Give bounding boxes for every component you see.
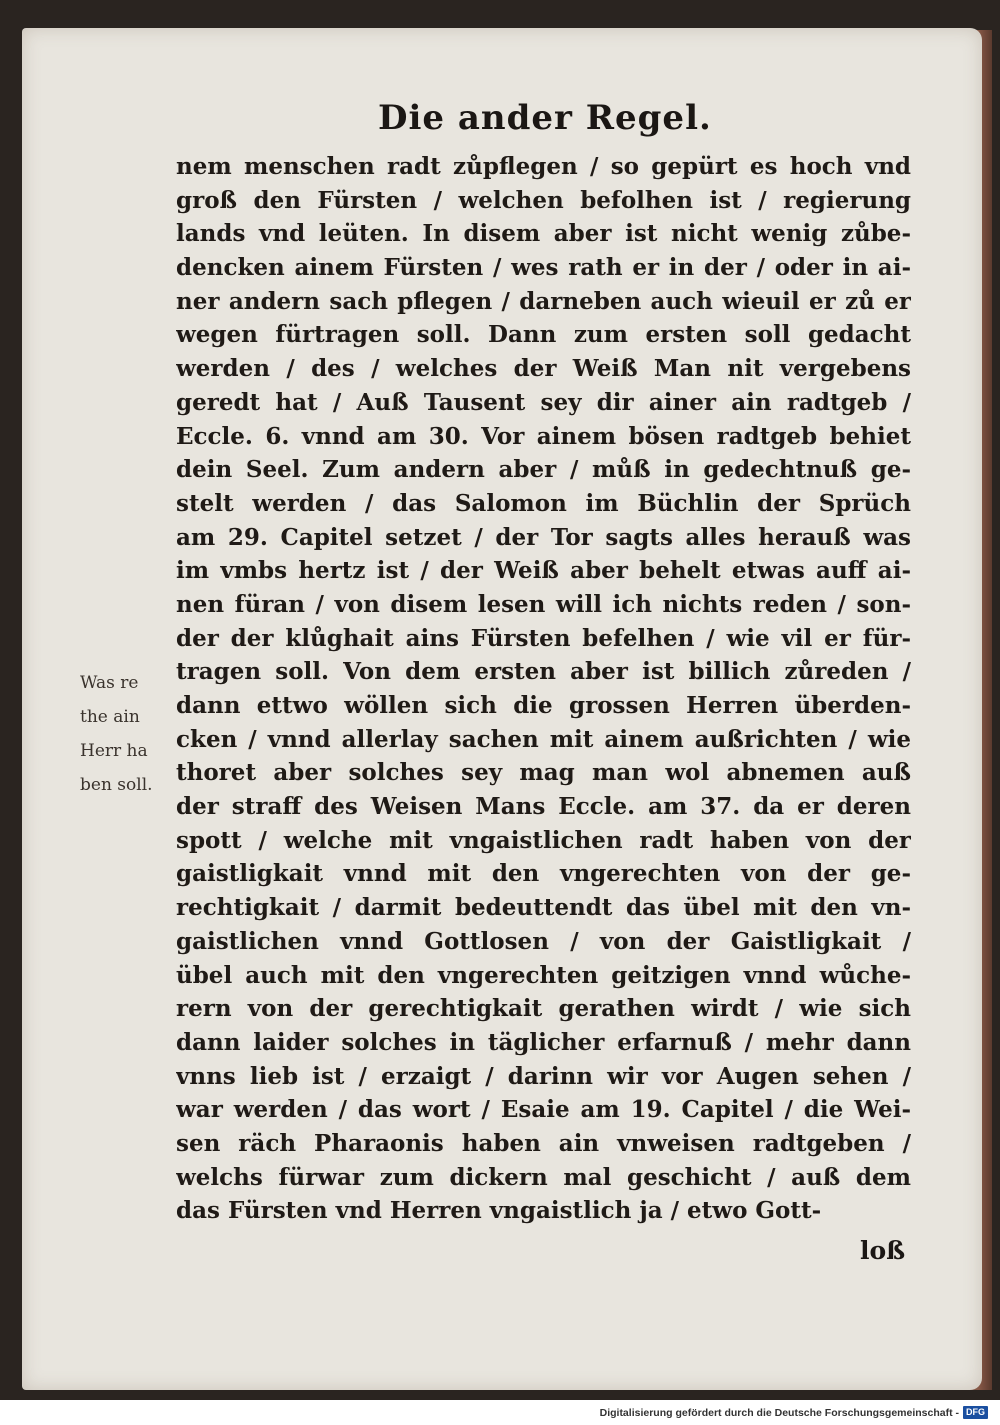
text-line: rechtigkait / darmit bedeuttendt das übel mit den vn- [176, 894, 911, 922]
text-line: war werden / das wort / Esaie am 19. Capitel / die Wei- [176, 1096, 911, 1124]
text-line: rern von der gerechtigkait gerathen wirdt / wie sich [176, 995, 911, 1023]
text-line: cken / vnnd allerlay sachen mit ainem außrichten / wie [176, 725, 911, 753]
text-line: sen räch Pharaonis haben ain vnweisen radtgeben / [176, 1129, 911, 1157]
credit-text: Digitalisierung gefördert durch die Deutsche Forschungsgemeinschaft - [599, 1406, 959, 1419]
catchword: loß [860, 1236, 906, 1265]
text-line: groß den Fürsten / welchen befolhen ist / regierung [176, 186, 911, 214]
text-line: werden / des / welches der Weiß Man nit vergebens [176, 355, 911, 383]
text-line: übel auch mit den vngerechten geitzigen vnnd wůche- [176, 961, 911, 989]
text-line: gaistligkait vnnd mit den vngerechten von der ge- [176, 860, 911, 888]
text-line: gaistlichen vnnd Gottlosen / von der Gaistligkait / [176, 927, 911, 955]
text-line: stelt werden / das Salomon im Büchlin der Sprüch [176, 489, 911, 517]
text-line: dencken ainem Fürsten / wes rath er in der / oder in ai- [176, 254, 911, 282]
text-line: am 29. Capitel setzet / der Tor sagts alles herauß was [176, 523, 911, 551]
text-line: spott / welche mit vngaistlichen radt haben von der [176, 826, 911, 854]
margin-note-line: ben soll. [80, 775, 153, 795]
running-head: Die ander Regel. [378, 98, 712, 138]
text-line: im vmbs hertz ist / der Weiß aber behelt etwas auff ai- [176, 557, 911, 585]
text-line: thoret aber solches sey mag man wol abnemen auß [176, 759, 911, 787]
margin-note-line: Herr ha [80, 741, 148, 761]
text-line: der straff des Weisen Mans Eccle. am 37. da er deren [176, 793, 911, 821]
text-line: vnns lieb ist / erzaigt / darinn wir vor Augen sehen / [176, 1062, 911, 1090]
text-line: dann laider solches in täglicher erfarnuß / mehr dann [176, 1028, 911, 1056]
text-line: der der klůghait ains Fürsten befelhen / wie vil er für- [176, 624, 911, 652]
text-line: wegen fürtragen soll. Dann zum ersten soll gedacht [176, 321, 911, 349]
margin-note [80, 666, 175, 802]
text-line: geredt hat / Auß Tausent sey dir ainer ain radtgeb / [176, 388, 911, 416]
text-line: nem menschen radt zůpflegen / so gepürt es hoch vnd [176, 153, 911, 180]
digitization-credit [600, 1406, 988, 1419]
dfg-logo: DFG [963, 1406, 988, 1419]
text-line: das Fürsten vnd Herren vngaistlich ja / etwo Gott- [176, 1197, 822, 1225]
margin-note-line: Was re [80, 673, 139, 693]
body-text [176, 150, 911, 1228]
text-line: tragen soll. Von dem ersten aber ist billich zůreden / [176, 658, 911, 686]
text-line: lands vnd leüten. In disem aber ist nicht wenig zůbe- [176, 220, 911, 248]
text-line: welchs fürwar zum dickern mal geschicht / auß dem [176, 1163, 911, 1191]
text-line: dann ettwo wöllen sich die grossen Herren überden- [176, 692, 911, 719]
text-line: ner andern sach pflegen / darneben auch wieuil er zů er [176, 287, 911, 315]
margin-note-line: the ain [80, 707, 140, 727]
text-line: dein Seel. Zum andern aber / můß in gedechtnuß ge- [176, 456, 911, 484]
text-line: nen füran / von disem lesen will ich nichts reden / son- [176, 590, 911, 618]
text-line: Eccle. 6. vnnd am 30. Vor ainem bösen radtgeb behiet [176, 422, 911, 450]
